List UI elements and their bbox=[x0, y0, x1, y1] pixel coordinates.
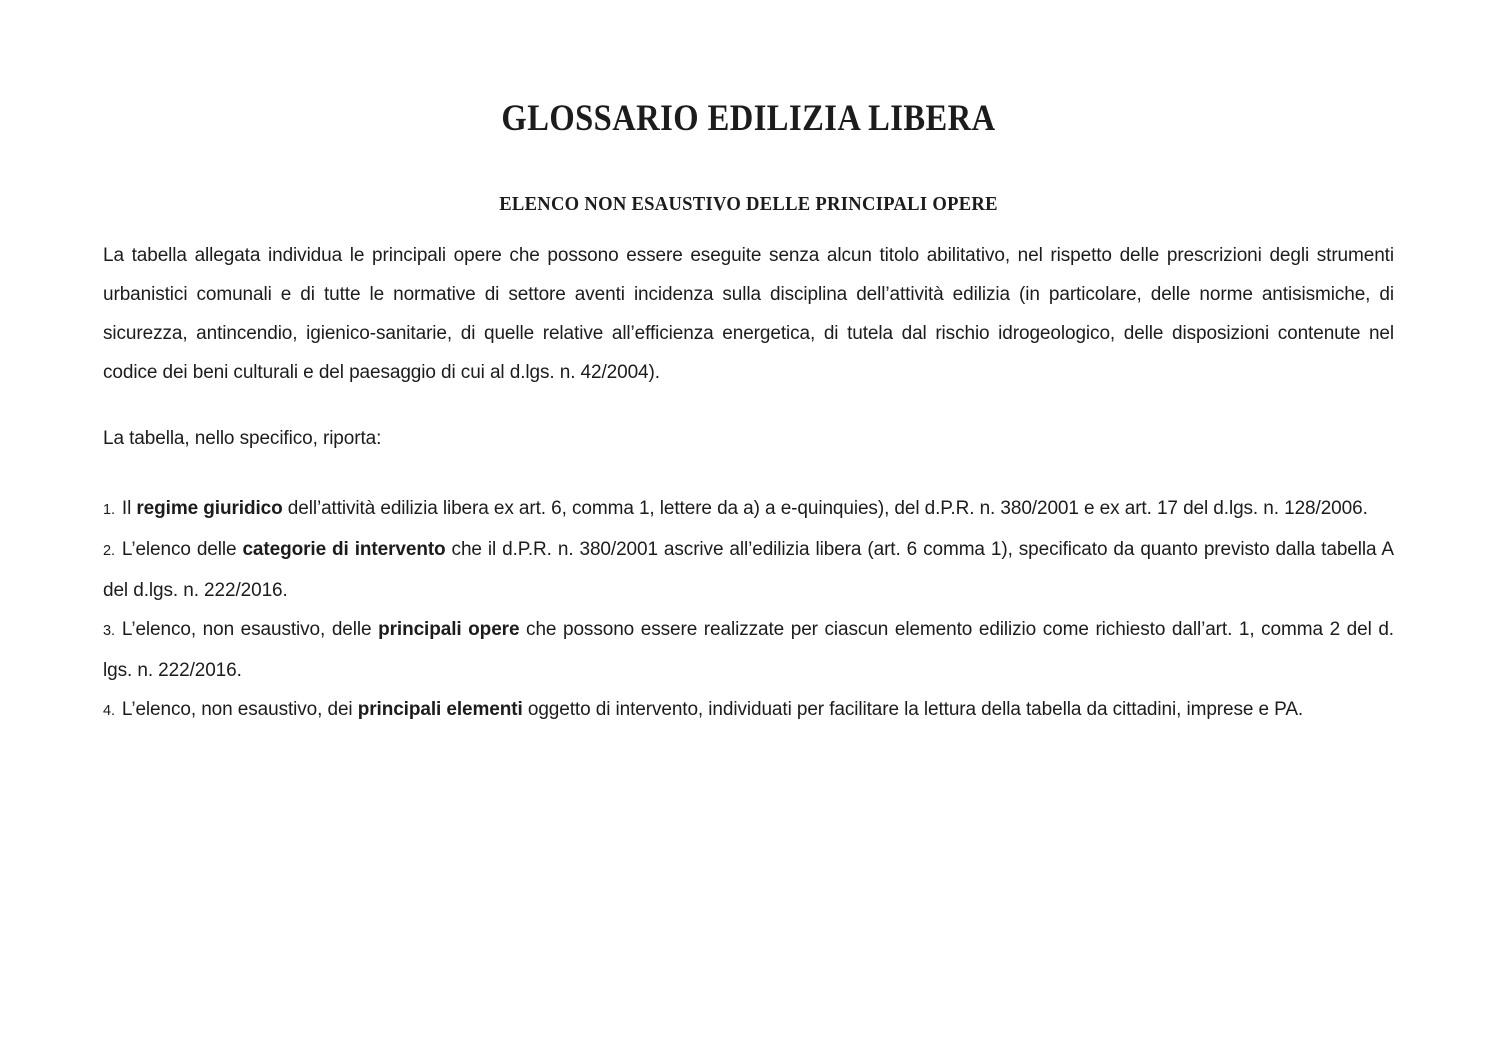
list-item-2-text: L’elenco delle bbox=[121, 539, 243, 560]
list-item-2-bold-text: categorie di intervento bbox=[242, 539, 446, 560]
lead-in-paragraph: La tabella, nello specifico, riporta: bbox=[103, 428, 382, 449]
list-item-4 bbox=[103, 690, 1394, 731]
list-item-3-bold-text: principali opere bbox=[378, 619, 520, 640]
document-title: GLOSSARIO EDILIZIA LIBERA bbox=[501, 98, 996, 139]
list-item-2-number: 2. bbox=[103, 543, 115, 559]
list-item-1-text: Il bbox=[121, 498, 137, 519]
list-item-3-number: 3. bbox=[103, 623, 115, 639]
list-item-2-text-rest: che il d.P.R. n. 380/2001 ascrive all’edilizia libera (art. 6 comma 1), specificato da quanto previsto dalla tabella A del d.lgs. n. 222/2016. bbox=[103, 539, 1394, 601]
list-item-4-bold-text: principali elementi bbox=[357, 699, 523, 720]
list-item-1-bold-text: regime giuridico bbox=[136, 498, 283, 519]
list-item-3-text: L’elenco, non esaustivo, delle bbox=[121, 619, 379, 640]
list-item-4-text-rest: oggetto di intervento, individuati per facilitare la lettura della tabella da cittadini, imprese e PA. bbox=[522, 699, 1304, 720]
list-item-1-number: 1. bbox=[103, 502, 115, 518]
list-item-3 bbox=[103, 610, 1394, 690]
list-item-3-text-rest: che possono essere realizzate per ciascun elemento edilizio come richiesto dall’art. 1, comma 2 del d. lgs. n. 222/2016. bbox=[103, 619, 1394, 681]
list-item-1-text-rest: dell’attività edilizia libera ex art. 6, comma 1, lettere da a) a e-quinquies), del d.P.R. n. 380/2001 e ex art. 17 del d.lgs. n. 128/2006. bbox=[282, 498, 1368, 519]
list-item-2 bbox=[103, 530, 1394, 610]
numbered-list bbox=[103, 489, 1394, 731]
intro-paragraph: La tabella allegata individua le principali opere che possono essere eseguite senza alcun titolo abilitativo, nel rispetto delle prescrizioni degli strumenti urbanistici comunali e di tutte le normative di settore aventi incidenza sulla disciplina dell’attività edilizia (in particolare, delle norme antisismiche, di sicurezza, antincendio, igienico-sanitarie, di quelle relative all’efficienza energetica, di tutela dal rischio idrogeologico, delle disposizioni contenute nel codice dei beni culturali e del paesaggio di cui al d.lgs. n. 42/2004). bbox=[103, 245, 1394, 383]
list-item-1 bbox=[103, 489, 1394, 530]
list-item-4-text: L’elenco, non esaustivo, dei bbox=[121, 699, 358, 720]
list-item-4-number: 4. bbox=[103, 703, 115, 719]
document-subtitle: ELENCO NON ESAUSTIVO DELLE PRINCIPALI OPERE bbox=[499, 193, 998, 215]
